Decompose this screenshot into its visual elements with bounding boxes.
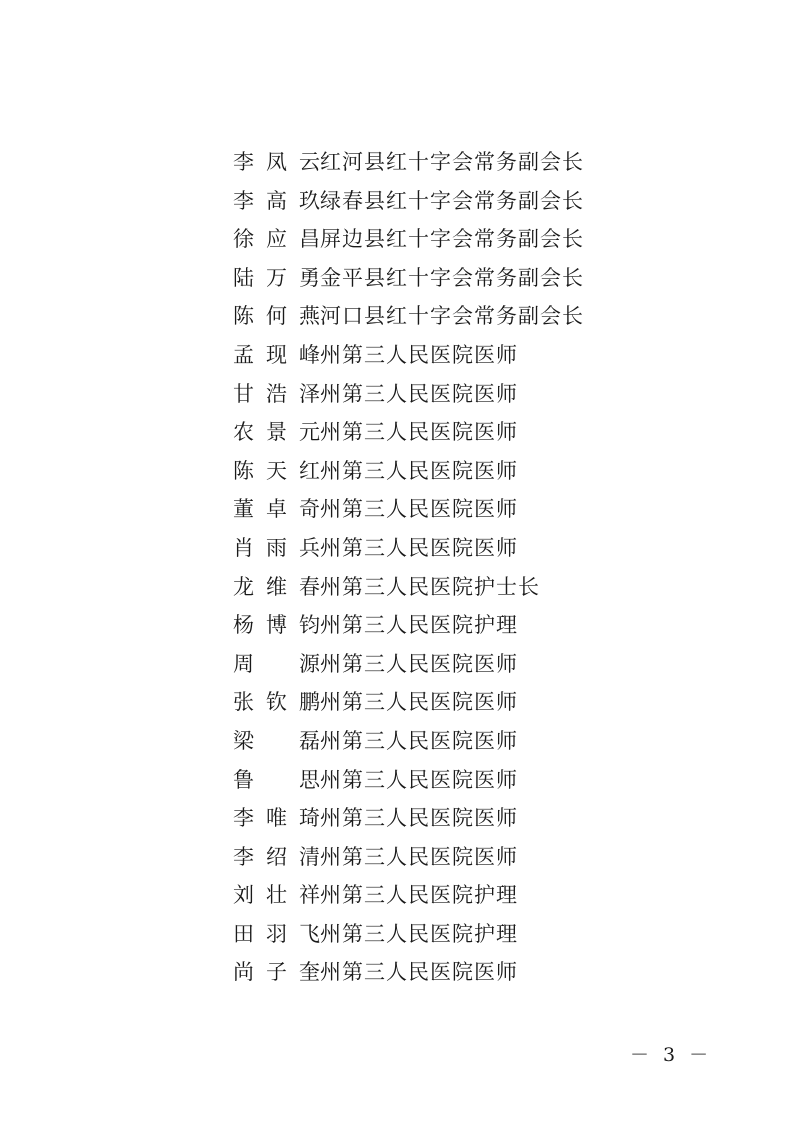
person-title: 河口县红十字会常务副会长 (320, 304, 584, 329)
person-name: 陈天红 (233, 458, 320, 483)
person-title: 州第三人民医院医师 (320, 420, 518, 445)
list-item (233, 645, 584, 684)
list-item (233, 143, 584, 182)
person-name: 肖雨兵 (233, 535, 320, 560)
person-name: 陈何燕 (233, 304, 320, 329)
list-item (233, 683, 584, 722)
list-item (233, 297, 584, 336)
person-name: 田羽飞 (233, 921, 320, 946)
page-number: － 3 － (630, 1044, 713, 1066)
list-item (233, 799, 584, 838)
person-title: 州第三人民医院护士长 (320, 574, 540, 599)
person-name: 杨博钧 (233, 613, 320, 638)
person-title: 红河县红十字会常务副会长 (320, 150, 584, 174)
person-name: 徐应昌 (233, 227, 320, 252)
list-item (233, 838, 584, 877)
person-title: 州第三人民医院护理 (320, 613, 518, 638)
person-title: 州第三人民医院医师 (320, 960, 518, 985)
name-list (233, 143, 584, 992)
person-name: 甘浩泽 (233, 381, 320, 406)
person-name: 张钦鹏 (233, 690, 320, 715)
person-title: 州第三人民医院护理 (320, 921, 518, 946)
list-item (233, 529, 584, 568)
person-title: 州第三人民医院医师 (320, 651, 518, 676)
person-title: 州第三人民医院医师 (320, 690, 518, 715)
person-title: 州第三人民医院医师 (320, 381, 518, 406)
list-item (233, 220, 584, 259)
list-item (233, 375, 584, 414)
list-item (233, 876, 584, 915)
list-item (233, 953, 584, 992)
person-name: 梁 磊 (233, 728, 320, 753)
person-name: 董卓奇 (233, 497, 320, 522)
list-item (233, 761, 584, 800)
person-name: 陆万勇 (233, 265, 320, 290)
person-name: 李绍清 (233, 844, 320, 869)
person-name: 龙维春 (233, 574, 320, 599)
person-name: 孟现峰 (233, 342, 320, 367)
person-title: 绿春县红十字会常务副会长 (320, 188, 584, 213)
list-item (233, 722, 584, 761)
person-name: 李唯琦 (233, 806, 320, 831)
person-title: 州第三人民医院医师 (320, 535, 518, 560)
person-title: 州第三人民医院医师 (320, 497, 518, 522)
list-item (233, 915, 584, 954)
person-name: 李凤云 (233, 150, 320, 174)
list-item (233, 606, 584, 645)
list-item (233, 182, 584, 221)
person-name: 尚子奎 (233, 960, 320, 985)
person-title: 州第三人民医院医师 (320, 458, 518, 483)
person-title: 州第三人民医院医师 (320, 728, 518, 753)
list-item (233, 490, 584, 529)
person-title: 州第三人民医院医师 (320, 844, 518, 869)
person-name: 周 源 (233, 651, 320, 676)
person-title: 州第三人民医院医师 (320, 767, 518, 792)
list-item (233, 413, 584, 452)
person-title: 州第三人民医院护理 (320, 883, 518, 908)
person-name: 农景元 (233, 420, 320, 445)
person-name: 刘壮祥 (233, 883, 320, 908)
person-title: 州第三人民医院医师 (320, 342, 518, 367)
person-title: 金平县红十字会常务副会长 (320, 265, 584, 290)
person-name: 鲁 思 (233, 767, 320, 792)
list-item (233, 452, 584, 491)
list-item (233, 568, 584, 607)
list-item (233, 336, 584, 375)
list-item (233, 259, 584, 298)
person-name: 李高玖 (233, 188, 320, 213)
person-title: 屏边县红十字会常务副会长 (320, 227, 584, 252)
person-title: 州第三人民医院医师 (320, 806, 518, 831)
